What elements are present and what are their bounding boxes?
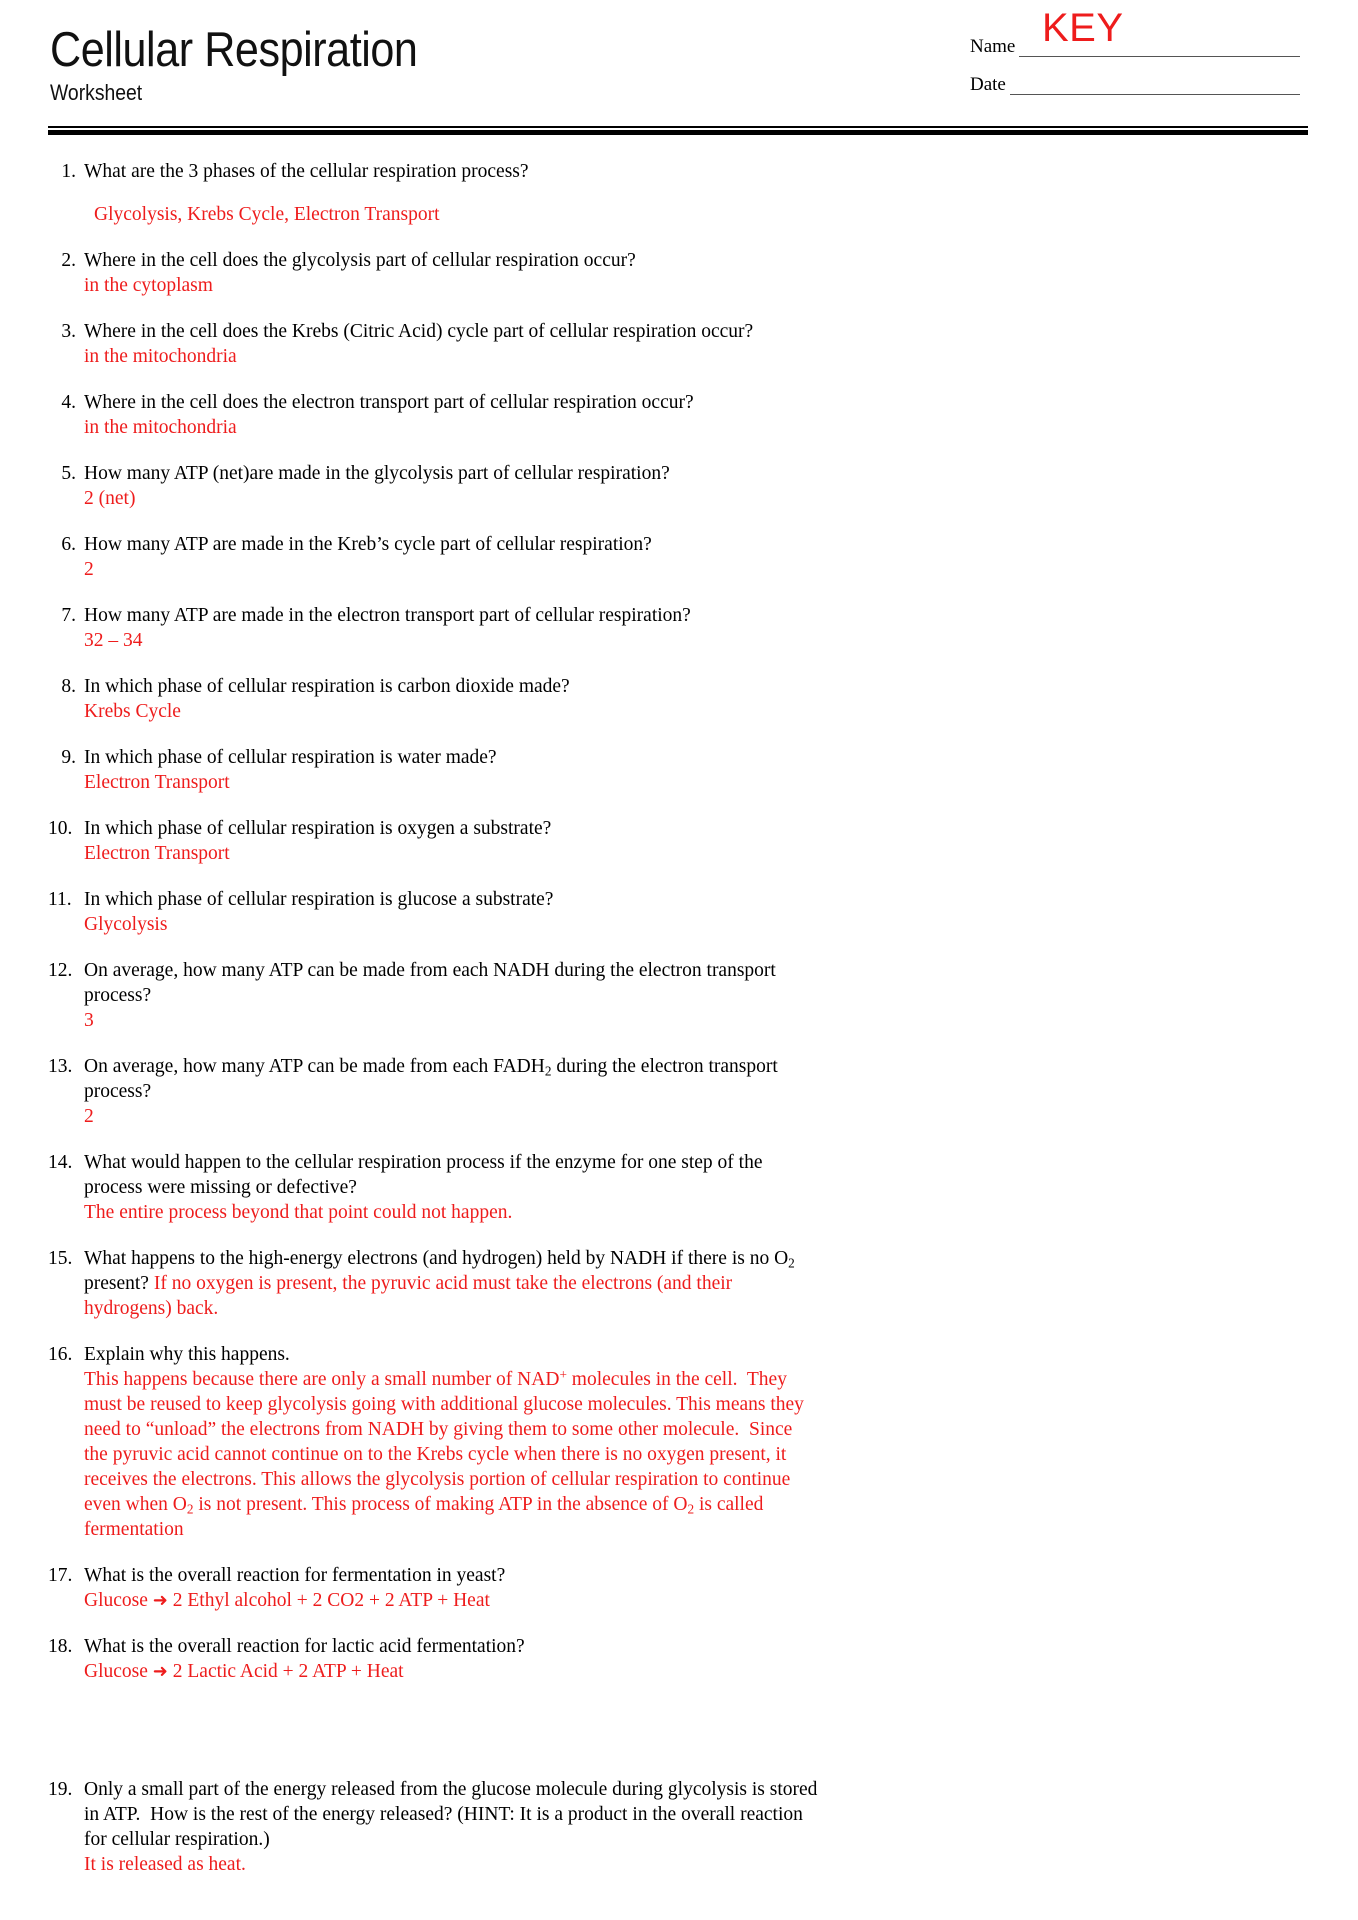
question-body	[84, 532, 1298, 582]
question-body	[84, 1563, 1298, 1613]
answer-text: Electron Transport	[84, 843, 230, 864]
header-divider-thick-rule	[48, 130, 1308, 135]
question-number: 4.	[61, 392, 76, 413]
date-label: Date	[970, 74, 1006, 95]
question-list	[0, 159, 1358, 1877]
question-number: 6.	[61, 534, 76, 555]
question-number: 15.	[48, 1248, 73, 1269]
key-annotation: KEY	[1042, 6, 1124, 50]
answer-text: Electron Transport	[84, 772, 230, 793]
question-text: On average, how many ATP can be made from each $FADH_2$ during the electron transport process?	[84, 1056, 778, 1102]
question-number: 3.	[61, 321, 76, 342]
question-item	[48, 1342, 1298, 1542]
name-row	[970, 6, 1300, 57]
question-body	[84, 319, 1298, 369]
question-body	[84, 887, 1298, 937]
question-text: What is the overall reaction for fermentation in yeast?	[84, 1565, 506, 1586]
question-body	[84, 1777, 1298, 1877]
question-text: Explain why this happens.	[84, 1344, 290, 1365]
question-number: 16.	[48, 1344, 73, 1365]
question-number: 17.	[48, 1565, 73, 1586]
question-text: How many ATP (net)are made in the glycolysis part of cellular respiration?	[84, 463, 670, 484]
question-item	[48, 1634, 1298, 1684]
answer-text: 2 (net)	[84, 488, 136, 509]
question-number: 8.	[61, 676, 76, 697]
answer-text: It is released as heat.	[84, 1854, 246, 1875]
question-item	[48, 674, 1298, 724]
question-number: 18.	[48, 1636, 73, 1657]
answer-text: 3	[84, 1010, 94, 1031]
question-text: In which phase of cellular respiration is oxygen a substrate?	[84, 818, 552, 839]
question-body	[84, 390, 1298, 440]
question-body	[84, 248, 1298, 298]
question-number: 13.	[48, 1056, 73, 1077]
answer-text: Krebs Cycle	[84, 701, 181, 722]
question-text: What would happen to the cellular respiration process if the enzyme for one step of the process were missing or defective?	[84, 1152, 763, 1198]
question-number: 19.	[48, 1779, 73, 1800]
question-text: How many ATP are made in the electron transport part of cellular respiration?	[84, 605, 691, 626]
question-body	[84, 1054, 1298, 1129]
answer-text: 2	[84, 559, 94, 580]
question-item	[48, 1563, 1298, 1613]
answer-text: in the mitochondria	[84, 346, 237, 367]
question-text: How many ATP are made in the Kreb’s cycle part of cellular respiration?	[84, 534, 652, 555]
question-text: What are the 3 phases of the cellular respiration process?	[84, 161, 529, 182]
header-divider	[48, 126, 1308, 135]
question-body	[84, 461, 1298, 511]
question-number: 9.	[61, 747, 76, 768]
question-number: 14.	[48, 1152, 73, 1173]
question-text: In which phase of cellular respiration is glucose a substrate?	[84, 889, 554, 910]
question-number: 11.	[48, 889, 72, 910]
question-text: Where in the cell does the Krebs (Citric Acid) cycle part of cellular respiration occur?	[84, 321, 754, 342]
question-body	[84, 603, 1298, 653]
answer-text: The entire process beyond that point could not happen.	[84, 1202, 513, 1223]
page-subtitle: Worksheet	[50, 80, 143, 105]
question-item	[48, 887, 1298, 937]
answer-text: 32 – 34	[84, 630, 143, 651]
answer-text: in the mitochondria	[84, 417, 237, 438]
question-number: 2.	[61, 250, 76, 271]
question-item	[48, 1246, 1298, 1321]
question-text: On average, how many ATP can be made from each NADH during the electron transport process?	[84, 960, 776, 1006]
question-text: Where in the cell does the glycolysis part of cellular respiration occur?	[84, 250, 636, 271]
question-text: Only a small part of the energy released from the glucose molecule during glycolysis is stored in ATP. How is the rest of the energy released? (HINT: It is a product in the overall reaction for cellular respiration.)	[84, 1779, 818, 1850]
section-spacer	[48, 1705, 1298, 1777]
date-row	[970, 74, 1300, 95]
question-item	[48, 958, 1298, 1033]
question-body	[84, 159, 1298, 227]
question-body	[84, 1150, 1298, 1225]
question-item	[48, 1054, 1298, 1129]
question-text: What is the overall reaction for lactic acid fermentation?	[84, 1636, 525, 1657]
question-number: 1.	[61, 161, 76, 182]
question-body	[84, 1342, 1298, 1542]
question-body	[84, 958, 1298, 1033]
question-item	[48, 248, 1298, 298]
answer-text: in the cytoplasm	[84, 275, 213, 296]
page-header	[0, 0, 1358, 118]
answer-text: 2	[84, 1106, 94, 1127]
question-text: What happens to the high-energy electrons (and hydrogen) held by NADH if there is no $O_2$ present? If no oxygen is present, the pyruvic acid must take the electrons (and their hydrogens) back.	[84, 1248, 795, 1319]
question-text: Where in the cell does the electron transport part of cellular respiration occur?	[84, 392, 694, 413]
question-number: 7.	[61, 605, 76, 626]
answer-text: Glucose ➜ 2 Lactic Acid + 2 ATP + Heat	[84, 1661, 404, 1682]
question-item	[48, 532, 1298, 582]
date-input-line[interactable]	[1010, 76, 1300, 95]
answer-text: Glucose ➜ 2 Ethyl alcohol + 2 CO2 + 2 ATP + Heat	[84, 1590, 490, 1611]
student-info-block	[970, 6, 1300, 112]
question-body	[84, 816, 1298, 866]
page-title: Cellular Respiration	[50, 23, 418, 77]
title-block	[50, 24, 468, 106]
question-body	[84, 1634, 1298, 1684]
question-body	[84, 745, 1298, 795]
question-item	[48, 159, 1298, 227]
question-body	[84, 674, 1298, 724]
question-number: 5.	[61, 463, 76, 484]
question-text: In which phase of cellular respiration is carbon dioxide made?	[84, 676, 570, 697]
question-item	[48, 319, 1298, 369]
question-item	[48, 816, 1298, 866]
question-item	[48, 745, 1298, 795]
question-item	[48, 603, 1298, 653]
answer-text: Glycolysis, Krebs Cycle, Electron Transport	[94, 204, 440, 225]
answer-text: This happens because there are only a small number of NAD+ molecules in the cell. They must be reused to keep glycolysis going with additional glucose molecules. This means they need to “unload” the electrons from NADH by giving them to some other molecule. Since the pyruvic acid cannot continue on to the Krebs cycle when there is no oxygen present, it receives the electrons. This allows the glycolysis portion of cellular respiration to continue even when $O_2$ is not present. This process of making ATP in the absence of $O_2$ is called fermentation	[84, 1367, 804, 1540]
question-text: In which phase of cellular respiration is water made?	[84, 747, 497, 768]
question-item	[48, 1150, 1298, 1225]
question-item	[48, 461, 1298, 511]
name-label: Name	[970, 36, 1016, 57]
answer-text: Glycolysis	[84, 914, 168, 935]
question-number: 12.	[48, 960, 73, 981]
question-item	[48, 390, 1298, 440]
question-body	[84, 1246, 1298, 1321]
question-item	[48, 1777, 1298, 1877]
question-number: 10.	[48, 818, 73, 839]
